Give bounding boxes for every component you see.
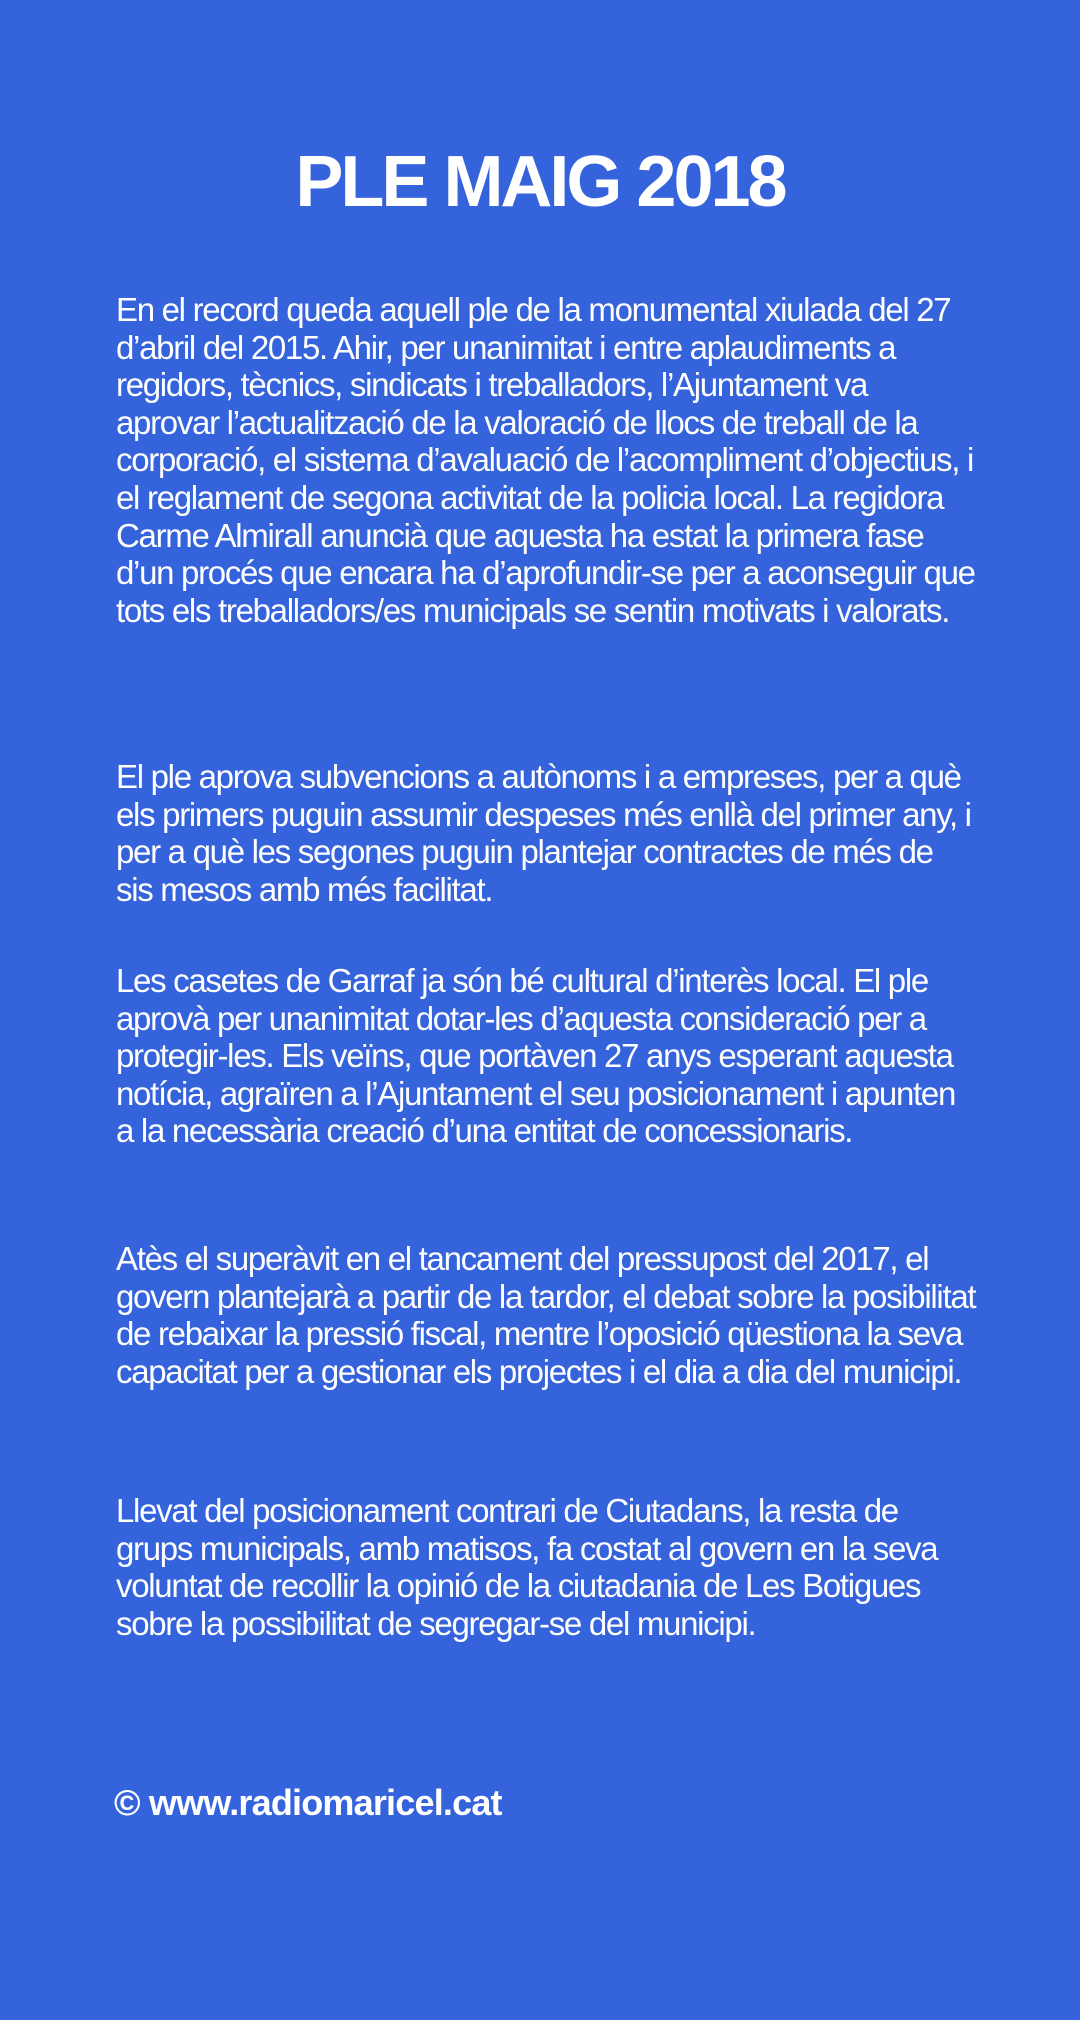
paragraph-casetes-garraf: Les casetes de Garraf ja són bé cultural d’interès local. El ple aprovà per unanimitat dotar-les d’aquesta consideració per a protegir-les. Els veïns, que portàven 27 anys esperant aquesta notícia, agraïren a l’Ajuntament el seu posicionament i apunten a la necessària creació d’una entitat de concessionaris. — [116, 962, 956, 1150]
paragraph-subvencions: El ple aprova subvencions a autònoms i a empreses, per a què els primers puguin assumir despeses més enllà del primer any, i per a què les segones puguin plantejar contractes de més de sis mesos amb més facilitat. — [116, 758, 971, 908]
copyright-footer: © www.radiomaricel.cat — [114, 1782, 502, 1823]
paragraph-valoracio-llocs: En el record queda aquell ple de la monumental xiulada del 27 d’abril del 2015. Ahir, per unanimitat i entre aplaudiments a regidors, tècnics, sindicats i treballadors, l’Ajuntament va aprovar l’actualització de la valoració de llocs de treball de la corporació, el sistema d’avaluació de l’acompliment d’objectius, i el reglament de segona activitat de la policia local. La regidora Carme Almirall anuncià que aquesta ha estat la primera fase d’un procés que encara ha d’aprofundir-se per a aconseguir que tots els treballadors/es municipals se sentin motivats i valorats. — [116, 291, 975, 629]
paragraph-botigues: Llevat del posicionament contrari de Ciutadans, la resta de grups municipals, amb matisos, fa costat al govern en la seva voluntat de recollir la opinió de la ciutadania de Les Botigues sobre la possibilitat de segregar-se del municipi. — [116, 1492, 938, 1642]
paragraph-superavit: Atès el superàvit en el tancament del pressupost del 2017, el govern plantejarà a partir de la tardor, el debat sobre la posibilitat de rebaixar la pressió fiscal, mentre l’oposició qüestiona la seva capacitat per a gestionar els projectes i el dia a dia del municipi. — [116, 1240, 976, 1390]
page-title: PLE MAIG 2018 — [295, 142, 785, 222]
